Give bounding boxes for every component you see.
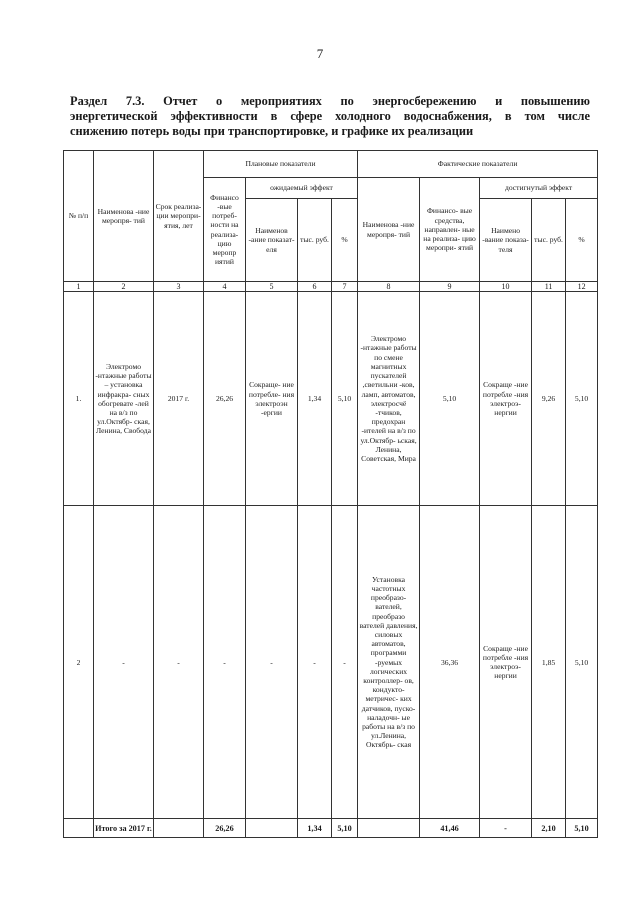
row-plan-percent: - [332,506,358,819]
header-name: Наименова -ние меропря- тий [94,151,154,282]
column-number: 4 [204,282,246,292]
column-number: 6 [298,282,332,292]
row-num: 2 [64,506,94,819]
header-expected-effect: ожидаемый эффект [246,178,358,199]
total-plan-thousand-rub: 1,34 [298,819,332,838]
report-table [63,150,598,838]
total-fact-thousand-rub: 2,10 [532,819,566,838]
page-number: 7 [316,46,324,61]
row-plan-effect-name: Сокраще- ние потребле- ния электроэн -ергии [246,292,298,506]
column-number: 9 [420,282,480,292]
header-plan-percent: % [332,199,358,282]
total-row [64,819,598,838]
row-fact-thousand-rub: 9,26 [532,292,566,506]
header-plan-effect-name: Наименов -ание показат- еля [246,199,298,282]
header-fact-name: Наименова -ние меропря- тий [358,178,420,282]
section-title-line-3: снижению потерь воды при транспортировке, и графике их реализации [70,124,474,138]
column-number: 7 [332,282,358,292]
row-fact-name: Электромо -нтажные работы по смене магнитных пускателей ,светильни -ков, ламп, автоматов, электросчё -тчиков, предохран -ителей на в/з по ул.Октябр- ьская, Ленина, Советская, Мира [358,292,420,506]
row-plan-thousand-rub: 1,34 [298,292,332,506]
table-row [64,292,598,506]
header-plan-finance: Финансо -вые потреб- ности на реализа- цию меропр иятий [204,178,246,282]
total-plan-finance: 26,26 [204,819,246,838]
row-fact-name: Установка частотных преобразо- вателей, преобразо вателей давления, силовых автоматов, программи -руемых логических контроллер- ов, кондукто- метричес- ких датчиков, пуско- наладочн- ые работы на в/з по ул.Ленина, Октябрь- ская [358,506,420,819]
total-fact-percent: 5,10 [566,819,598,838]
row-plan-effect-name: - [246,506,298,819]
row-plan-finance: 26,26 [204,292,246,506]
section-title-line-1: Раздел 7.3. Отчет о мероприятиях по энергосбережению и повышению [70,94,590,108]
column-number: 2 [94,282,154,292]
row-fact-thousand-rub: 1,85 [532,506,566,819]
row-fact-effect-name: Сокраще -ние потребле -ния электроэ- нергии [480,292,532,506]
total-fact-name [358,819,420,838]
total-label: Итого за 2017 г. [94,819,154,838]
header-fact-finance: Финансо- вые средства, направлен- ные на реализа- цию меропри- ятий [420,178,480,282]
header-plan-thousand-rub: тыс. руб. [298,199,332,282]
header-fact-effect-name: Наимено -вание показа- теля [480,199,532,282]
section-title [70,94,590,139]
column-number: 3 [154,282,204,292]
row-fact-finance: 5,10 [420,292,480,506]
row-fact-finance: 36,36 [420,506,480,819]
section-title-line-2: энергетической эффективности в сфере холодного водоснабжения, в том числе [70,109,590,123]
total-plan-effect-name [246,819,298,838]
total-num [64,819,94,838]
total-fact-effect-name: - [480,819,532,838]
column-number: 12 [566,282,598,292]
row-plan-thousand-rub: - [298,506,332,819]
row-num: 1. [64,292,94,506]
header-planned: Плановые показатели [204,151,358,178]
row-plan-percent: 5,10 [332,292,358,506]
header-actual: Фактические показатели [358,151,598,178]
header-term: Срок реализа- ции меропри- ятия, лет [154,151,204,282]
header-fact-thousand-rub: тыс. руб. [532,199,566,282]
row-fact-effect-name: Сокраще -ние потребле -ния электроэ- нергии [480,506,532,819]
table-row [64,506,598,819]
total-fact-finance: 41,46 [420,819,480,838]
row-plan-finance: - [204,506,246,819]
row-term: - [154,506,204,819]
column-number: 11 [532,282,566,292]
column-number: 8 [358,282,420,292]
row-term: 2017 г. [154,292,204,506]
column-number: 1 [64,282,94,292]
row-fact-percent: 5,10 [566,292,598,506]
header-achieved-effect: достигнутый эффект [480,178,598,199]
row-name: - [94,506,154,819]
total-plan-percent: 5,10 [332,819,358,838]
header-fact-percent: % [566,199,598,282]
column-number: 5 [246,282,298,292]
row-name: Электромо -нтажные работы – установка инфракра- сных обогревате -лей на в/з по ул.Октябр- ская, Ленина, Свобода [94,292,154,506]
row-fact-percent: 5,10 [566,506,598,819]
header-num: № п/п [64,151,94,282]
column-number: 10 [480,282,532,292]
total-term [154,819,204,838]
